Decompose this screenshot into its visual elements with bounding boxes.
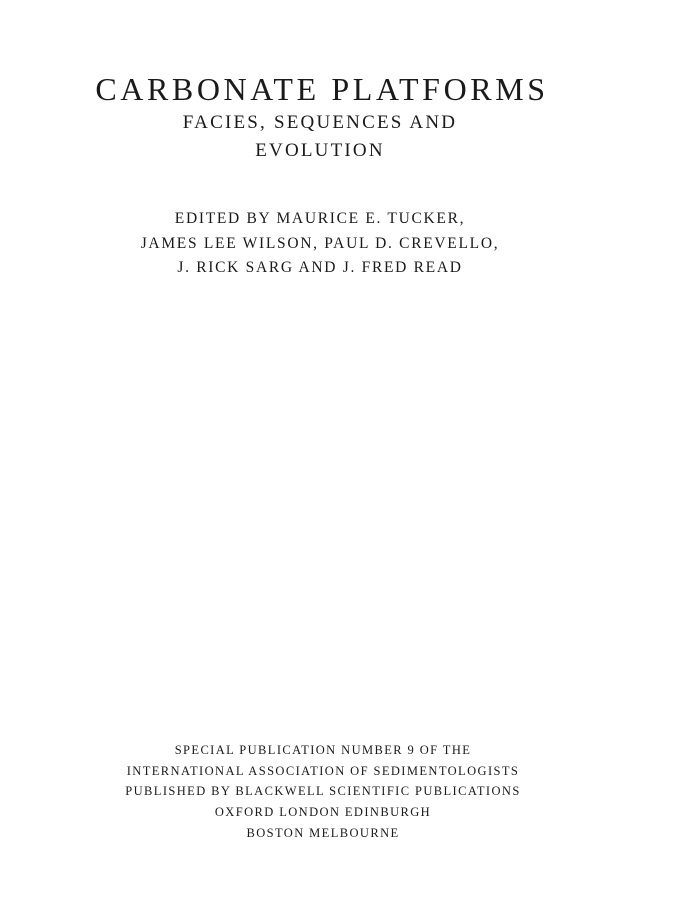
publisher-statement: PUBLISHED BY BLACKWELL SCIENTIFIC PUBLICATIONS (125, 784, 521, 798)
subtitle-line-1: FACIES, SEQUENCES AND (182, 112, 458, 133)
editors-line-2: JAMES LEE WILSON, PAUL D. CREVELLO, (140, 235, 500, 252)
editors-line-3: J. RICK SARG AND J. FRED READ (177, 259, 463, 276)
publisher-cities-2: BOSTON MELBOURNE (246, 826, 400, 840)
editors-line-1: EDITED BY MAURICE E. TUCKER, (174, 210, 466, 227)
book-title: CARBONATE PLATFORMS (95, 71, 549, 107)
association-name: INTERNATIONAL ASSOCIATION OF SEDIMENTOLOGISTS (126, 764, 520, 778)
publisher-cities-1: OXFORD LONDON EDINBURGH (214, 805, 432, 819)
series-statement: SPECIAL PUBLICATION NUMBER 9 OF THE (174, 743, 472, 757)
subtitle-line-2: EVOLUTION (255, 140, 385, 161)
